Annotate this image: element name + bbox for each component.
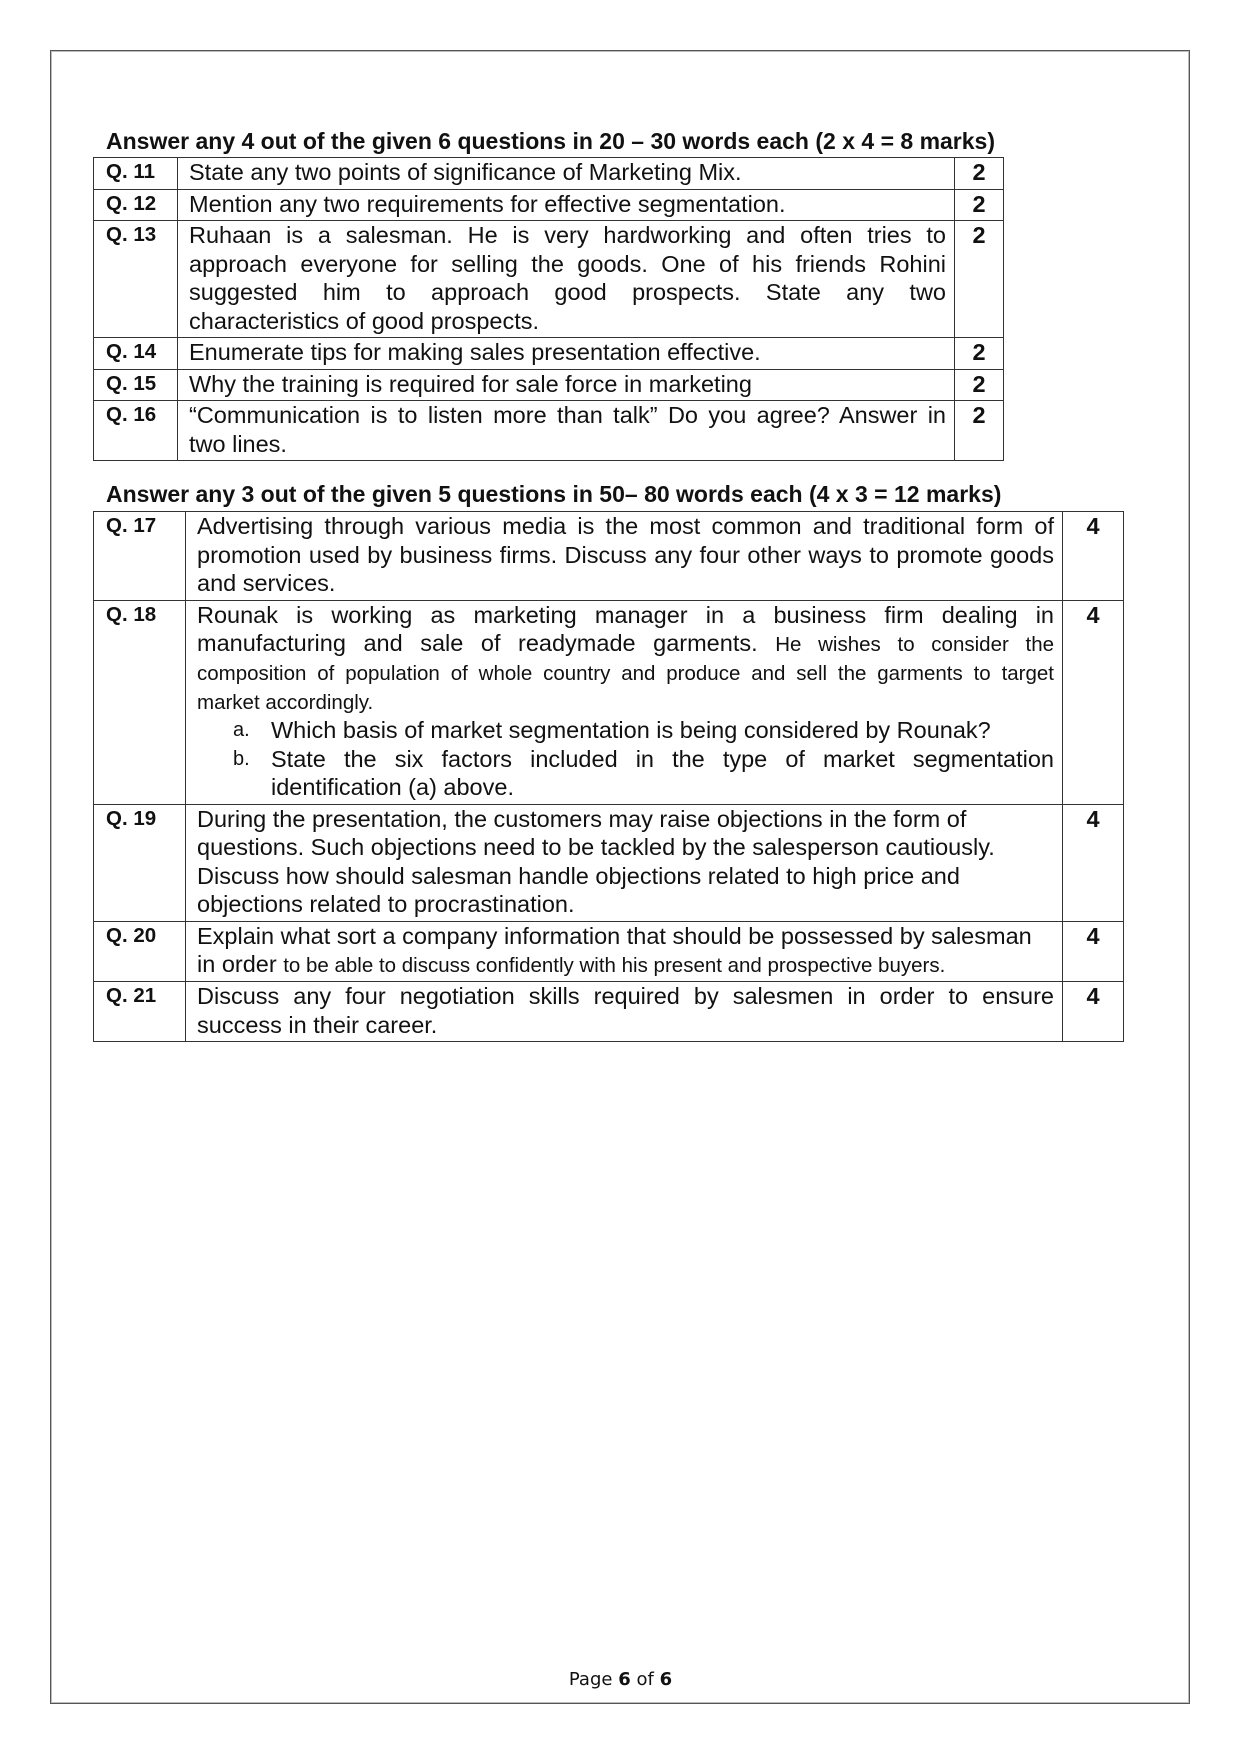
table-row [94,600,1124,804]
question-text: Mention any two requirements for effective segmentation. [178,189,955,221]
question-text: Discuss any four negotiation skills required by salesmen in order to ensure success in their career. [186,982,1063,1042]
section-2-table [93,511,1124,1042]
question-number: Q. 12 [94,189,178,221]
question-text: Rounak is working as marketing manager in a business firm dealing in manufacturing and sale of readymade garments. [197,601,1054,656]
question-marks: 4 [1063,921,1124,982]
question-marks: 2 [955,189,1004,221]
question-marks: 4 [1063,804,1124,921]
question-marks: 2 [955,221,1004,338]
sub-question-text: Which basis of market segmentation is being considered by Rounak? [271,717,991,743]
section-2-heading: Answer any 3 out of the given 5 questions in 50– 80 words each (4 x 3 = 12 marks) [106,481,1002,507]
question-marks: 2 [955,158,1004,190]
table-row [94,921,1124,982]
question-number: Q. 18 [94,600,186,804]
question-number: Q. 17 [94,512,186,601]
table-row [94,369,1004,401]
question-number: Q. 13 [94,221,178,338]
question-marks: 2 [955,401,1004,461]
question-text: During the presentation, the customers may raise objections in the form of questions. Such objections need to be tackled by the salesperson cautiously. Discuss how should salesman handle objections related to high price and objections related to procrastination. [186,804,1063,921]
question-text-block [186,921,1063,982]
table-row [94,189,1004,221]
question-number: Q. 21 [94,982,186,1042]
table-row [94,804,1124,921]
sub-question [197,716,1054,745]
question-marks: 4 [1063,512,1124,601]
question-text: Ruhaan is a salesman. He is very hardworking and often tries to approach everyone for selling the goods. One of his friends Rohini suggested him to approach good prospects. State any two characteristics of good prospects. [178,221,955,338]
page-footer [0,1669,1241,1690]
question-text: Why the training is required for sale force in marketing [178,369,955,401]
question-text-small: to be able to discuss confidently with his present and prospective buyers. [283,954,946,977]
question-text: Explain what sort a company information that should be possessed by salesman in order [197,922,1032,977]
table-row [94,221,1004,338]
question-text-small: He wishes to consider the composition of population of whole country and produce and sell the garments to target market accordingly. [197,633,1055,714]
section-1-heading: Answer any 4 out of the given 6 questions in 20 – 30 words each (2 x 4 = 8 marks) [106,128,996,154]
question-number: Q. 14 [94,338,178,370]
question-number: Q. 15 [94,369,178,401]
table-row [94,512,1124,601]
table-row [94,158,1004,190]
question-marks: 2 [955,338,1004,370]
table-row [94,982,1124,1042]
question-text: Advertising through various media is the most common and traditional form of promotion used by business firms. Discuss any four other ways to promote goods and services. [186,512,1063,601]
question-text: “Communication is to listen more than talk” Do you agree? Answer in two lines. [178,401,955,461]
question-number: Q. 20 [94,921,186,982]
page-current: 6 [618,1669,631,1690]
question-text-block [186,600,1063,804]
page-total: 6 [659,1669,673,1690]
sub-question [197,745,1054,802]
sub-question-label: b. [233,747,250,770]
question-marks: 4 [1063,982,1124,1042]
sub-question-text: State the six factors included in the type of market segmentation identification (a) above. [271,745,1054,800]
section-1-table [93,157,1004,461]
question-text: Enumerate tips for making sales presentation effective. [178,338,955,370]
question-number: Q. 11 [94,158,178,190]
question-marks: 4 [1063,600,1124,804]
question-number: Q. 19 [94,804,186,921]
question-text: State any two points of significance of Marketing Mix. [178,158,955,190]
question-marks: 2 [955,369,1004,401]
page-word: Page [568,1669,613,1690]
of-word: of [636,1669,654,1690]
table-row [94,401,1004,461]
sub-question-label: a. [233,719,250,741]
table-row [94,338,1004,370]
question-number: Q. 16 [94,401,178,461]
